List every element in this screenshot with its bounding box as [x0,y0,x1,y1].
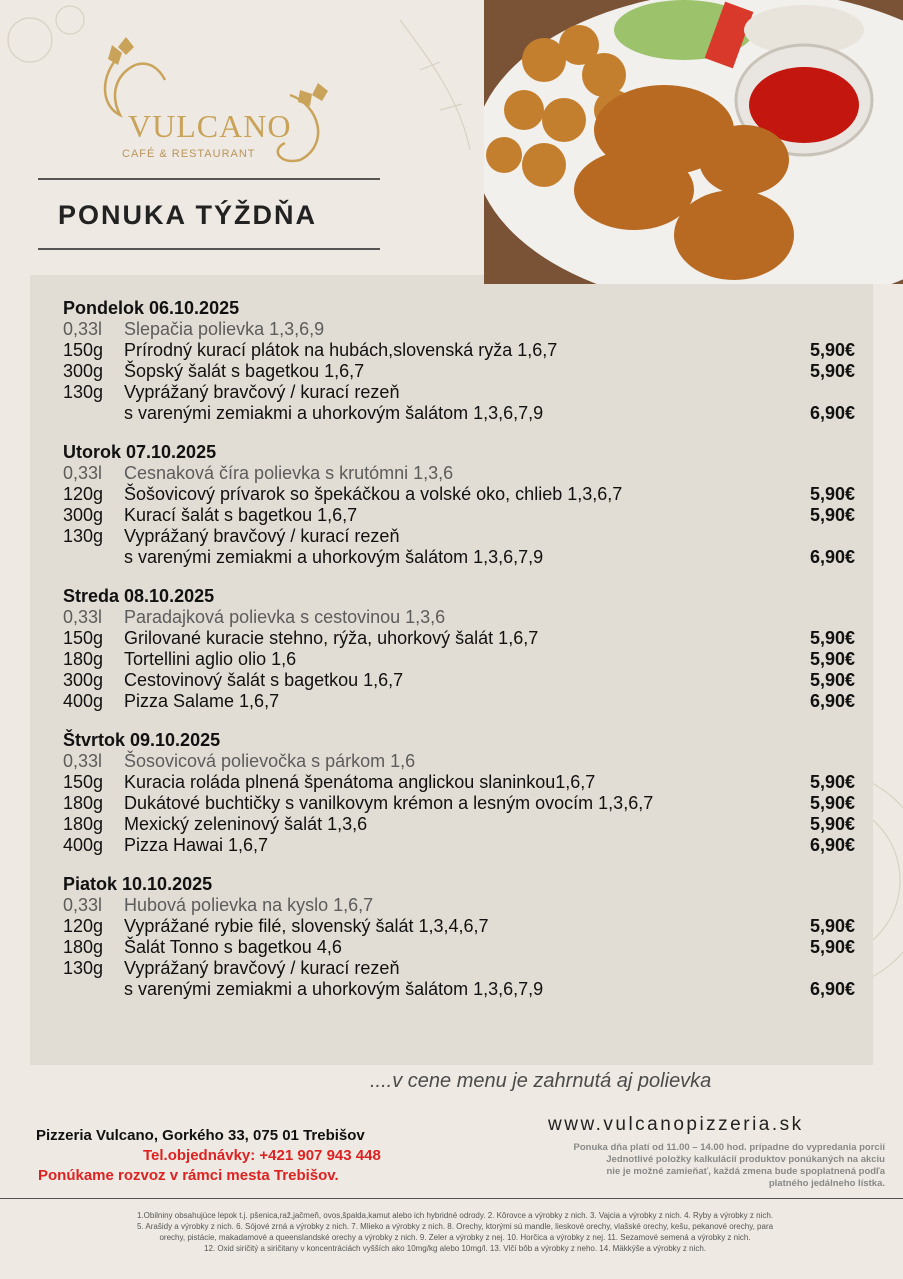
validity-line: nie je možné zamieňať, každá zmena bude spoplatnená podľa [606,1166,885,1177]
delivery-note: Ponúkame rozvoz v rámci mesta Trebišov. [38,1167,339,1184]
item-weight: 120g [63,916,104,936]
menu-item [63,505,863,526]
day-section [63,586,863,712]
item-price: 5,90€ [809,484,855,504]
item-weight: 130g [63,526,104,546]
validity-line: platného jedálneho lístka. [768,1178,885,1189]
item-weight: 150g [63,628,104,648]
item-weight: 180g [63,793,104,813]
day-title: Streda 08.10.2025 [63,586,215,606]
item-weight: 150g [63,340,104,360]
day-title: Utorok 07.10.2025 [63,442,217,462]
day-section [63,442,863,568]
item-name: Vyprážané rybie filé, slovenský šalát 1,3,4,6,7 [124,916,489,936]
website: www.vulcanopizzeria.sk [548,1114,804,1135]
item-name: Vyprážaný bravčový / kurací rezeň [124,958,400,978]
item-price: 5,90€ [809,649,855,669]
menu-item [63,670,863,691]
soup-item [63,607,863,628]
menu-item [63,403,863,424]
order-phone: Tel.objednávky: +421 907 943 448 [143,1147,381,1164]
item-price: 6,90€ [809,691,855,711]
item-price: 5,90€ [809,772,855,792]
item-price: 6,90€ [809,547,855,567]
soup-item [63,463,863,484]
weekly-menu [63,298,863,1018]
item-name: Vyprážaný bravčový / kurací rezeň [124,526,400,546]
allergen-line: 5. Arašidy a výrobky z nich. 6. Sójové zrná a výrobky z nich. 7. Mlieko a výrobky z nich. 8. Orechy, ktorými sú mandle, lieskové orechy, vlašské orechy, kešu, pekanové orechy, para [136,1222,774,1231]
menu-item [63,691,863,712]
item-weight: 0,33l [63,751,103,771]
item-weight: 300g [63,505,104,525]
soup-item [63,751,863,772]
menu-item [63,340,863,361]
soup-note: ....v cene menu je zahrnutá aj polievka [370,1070,712,1092]
item-name: Kurací šalát s bagetkou 1,6,7 [124,505,358,525]
item-name: Cestovinový šalát s bagetkou 1,6,7 [124,670,404,690]
item-price: 5,90€ [809,505,855,525]
allergen-line: orechy, pistácie, makadamové a queenslandské orechy a výrobky z nich. 9. Zeler a výrobky z nej. 10. Horčica a výrobky z nej. 11. Sezamové semená a výrobky z nich. [159,1233,751,1242]
menu-item [63,382,863,403]
item-price: 5,90€ [809,361,855,381]
item-name: Šalát Tonno s bagetkou 4,6 [124,937,342,957]
item-name: Hubová polievka na kyslo 1,6,7 [124,895,374,915]
item-weight: 0,33l [63,319,103,339]
menu-item [63,484,863,505]
item-weight: 300g [63,670,104,690]
soup-item [63,319,863,340]
fried-chicken-plate-photo [484,0,903,284]
item-name: Cesnaková číra polievka s krutómni 1,3,6 [124,463,454,483]
brand-name: VULCANO [128,108,292,144]
item-price: 5,90€ [809,814,855,834]
item-price: 5,90€ [809,793,855,813]
item-name: Slepačia polievka 1,3,6,9 [124,319,325,339]
item-name: Pizza Hawai 1,6,7 [124,835,269,855]
item-price: 6,90€ [809,403,855,423]
item-name: Šopský šalát s bagetkou 1,6,7 [124,361,365,381]
item-weight: 300g [63,361,104,381]
item-weight: 400g [63,835,104,855]
validity-line: Jednotlivé položky kalkulácií produktov ponúkaných na akciu [606,1154,885,1165]
page-title: PONUKA TÝŽDŇA [58,200,317,230]
item-name: Pizza Salame 1,6,7 [124,691,280,711]
allergen-list [55,1210,855,1254]
item-name: s varenými zemiakmi a uhorkovým šalátom 1,3,6,7,9 [124,979,544,999]
divider [0,1198,903,1199]
item-name: Kuracia roláda plnená špenátoma anglickou slaninkou1,6,7 [124,772,596,792]
item-weight: 0,33l [63,895,103,915]
menu-item [63,958,863,979]
menu-item [63,814,863,835]
menu-item [63,772,863,793]
item-price: 6,90€ [809,979,855,999]
allergen-line: 1.Obilniny obsahujúce lepok t.j. pšenica,raž,jačmeň, ovos,špalda,kamut alebo ich hybridné odrody. 2. Kôrovce a výrobky z nich. 3. Vajcia a výrobky z nich. 4. Ryby a výrobky z nich. [136,1211,774,1220]
menu-item [63,835,863,856]
item-weight: 180g [63,649,104,669]
item-name: Vyprážaný bravčový / kurací rezeň [124,382,400,402]
menu-item [63,937,863,958]
day-title: Pondelok 06.10.2025 [63,298,240,318]
title-box [38,178,380,250]
menu-item [63,649,863,670]
menu-item [63,979,863,1000]
item-weight: 0,33l [63,463,103,483]
item-name: Paradajková polievka s cestovinou 1,3,6 [124,607,446,627]
item-price: 5,90€ [809,916,855,936]
item-price: 5,90€ [809,670,855,690]
soup-item [63,895,863,916]
menu-item [63,916,863,937]
day-section [63,298,863,424]
item-name: s varenými zemiakmi a uhorkovým šalátom 1,3,6,7,9 [124,547,544,567]
menu-item [63,526,863,547]
item-name: Grilované kuracie stehno, rýža, uhorkový šalát 1,6,7 [124,628,539,648]
item-weight: 0,33l [63,607,103,627]
menu-item [63,361,863,382]
item-name: Prírodný kurací plátok na hubách,slovenská ryža 1,6,7 [124,340,558,360]
item-name: Mexický zeleninový šalát 1,3,6 [124,814,368,834]
item-name: Šošovicový prívarok so špekáčkou a volské oko, chlieb 1,3,6,7 [124,484,623,504]
restaurant-address: Pizzeria Vulcano, Gorkého 33, 075 01 Trebišov [36,1127,365,1144]
day-title: Štvrtok 09.10.2025 [63,730,221,750]
item-name: Dukátové buchtičky s vanilkovym krémon a lesným ovocím 1,3,6,7 [124,793,654,813]
allergen-line: 12. Oxid siričitý a siričitany v koncentráciách vyšších ako 10mg/kg alebo 10mg/l. 13. Vlčí bôb a výrobky z neho. 14. Mäkkýše a výrobky z nich. [204,1244,706,1253]
validity-line: Ponuka dňa platí od 11.00 – 14.00 hod. prípadne do vypredania porcií [573,1142,885,1153]
item-weight: 130g [63,382,104,402]
menu-item [63,547,863,568]
item-weight: 130g [63,958,104,978]
item-weight: 400g [63,691,104,711]
day-section [63,730,863,856]
item-name: Šosovicová polievočka s párkom 1,6 [124,751,416,771]
brand-tagline: CAFÉ & RESTAURANT [122,148,256,160]
item-price: 6,90€ [809,835,855,855]
item-price: 5,90€ [809,340,855,360]
item-weight: 150g [63,772,104,792]
item-price: 5,90€ [809,937,855,957]
menu-item [63,793,863,814]
validity-note [476,1142,885,1190]
menu-item [63,628,863,649]
item-name: s varenými zemiakmi a uhorkovým šalátom 1,3,6,7,9 [124,403,544,423]
item-name: Tortellini aglio olio 1,6 [124,649,297,669]
day-section [63,874,863,1000]
day-title: Piatok 10.10.2025 [63,874,213,894]
item-weight: 180g [63,937,104,957]
item-weight: 180g [63,814,104,834]
item-price: 5,90€ [809,628,855,648]
item-weight: 120g [63,484,104,504]
